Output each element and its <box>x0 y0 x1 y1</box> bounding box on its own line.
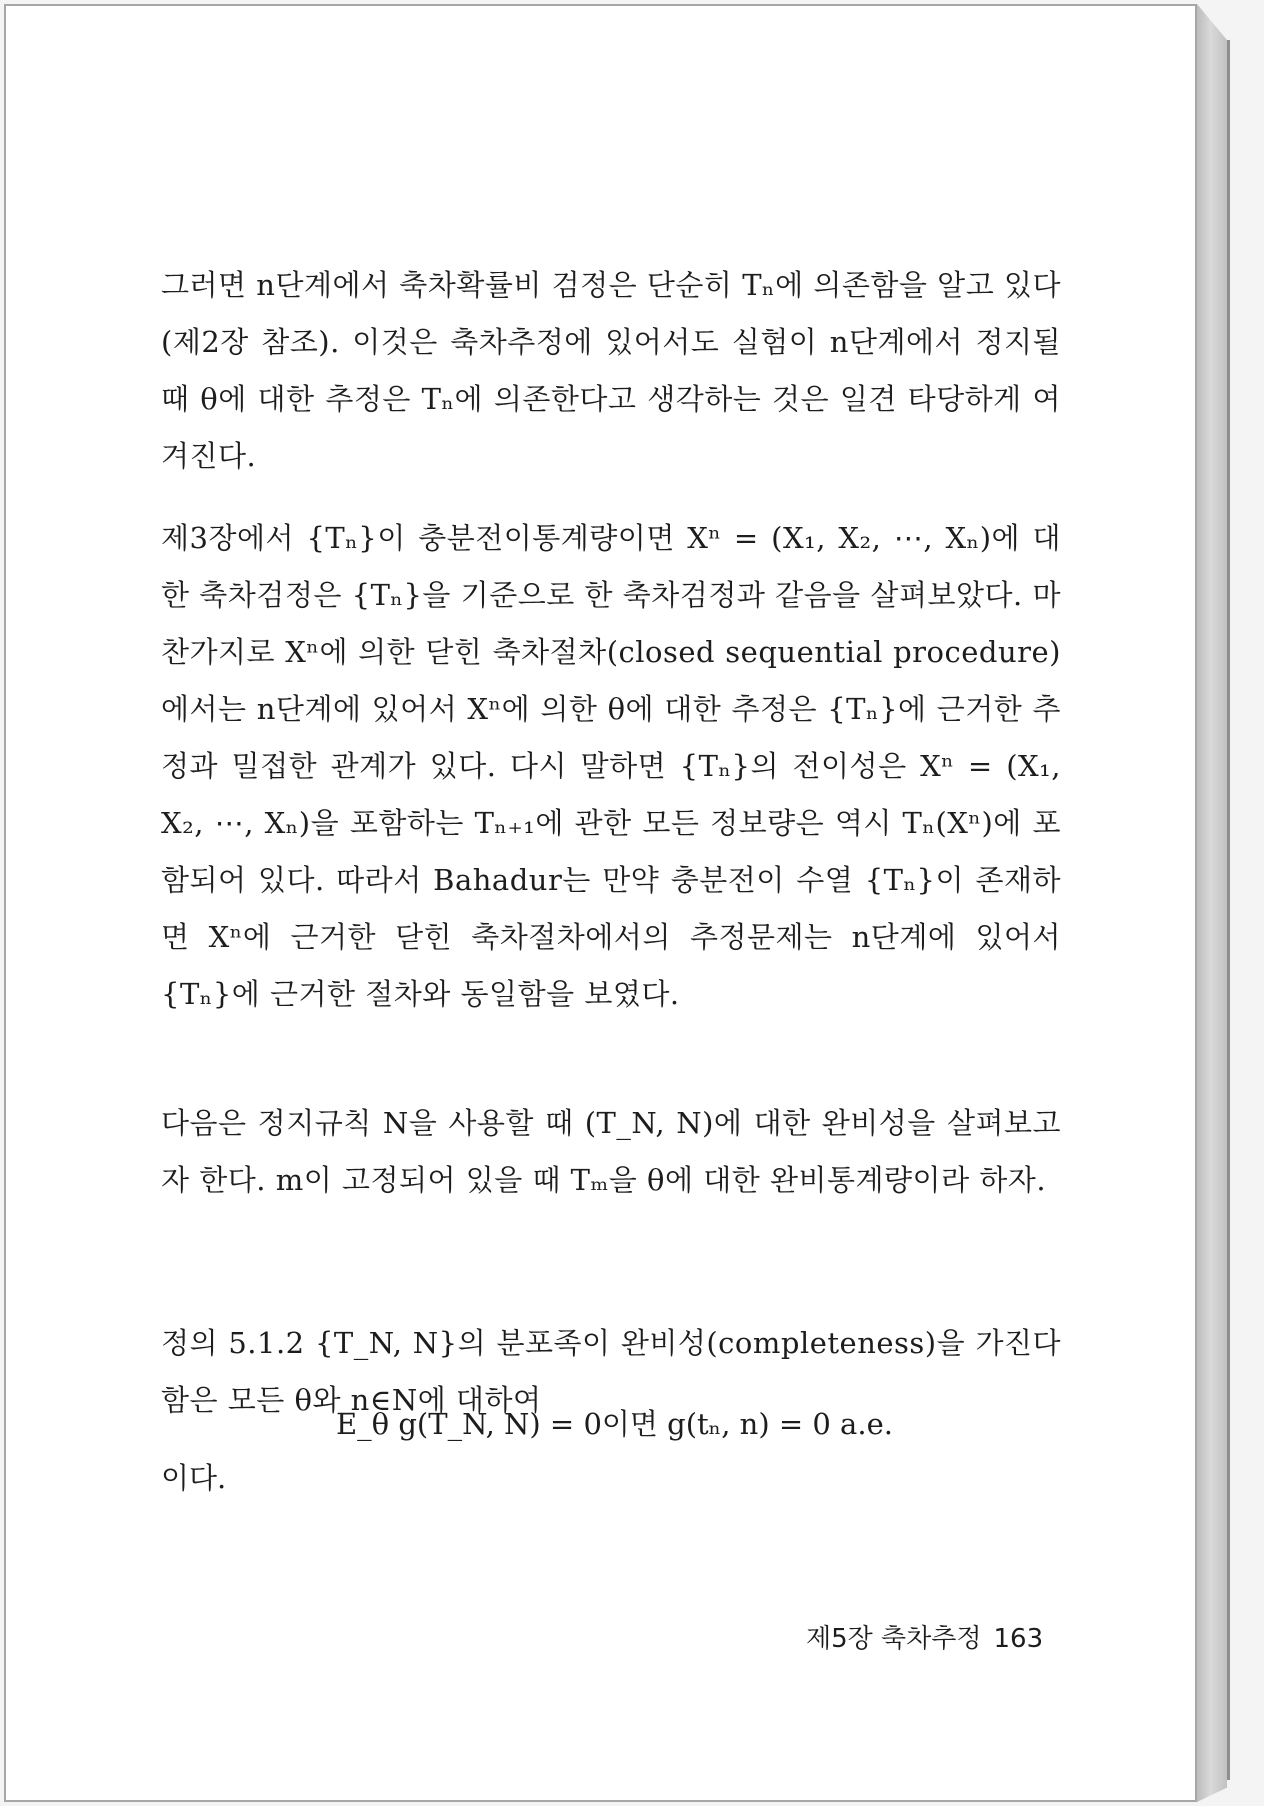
chapter-title: 제5장 축차추정 <box>806 1624 982 1654</box>
definition-statement: 정의 5.1.2 {T_N, N}의 분포족이 완비성(completeness)을 가진다 함은 모든 θ와 n∈N에 대하여 <box>161 1326 1061 1417</box>
paragraph-1: 그러면 n단계에서 축차확률비 검정은 단순히 Tₙ에 의존함을 알고 있다(제2장 참조). 이것은 축차추정에 있어서도 실험이 n단계에서 정지될 때 θ에 대한 추정은 Tₙ에 의존한다고 생각하는 것은 일견 타당하게 여겨진다. <box>161 268 1061 473</box>
book-page <box>4 4 1197 1802</box>
book-spine-edge <box>1227 40 1230 1780</box>
page-footer <box>806 1618 1044 1655</box>
page-number: 163 <box>993 1624 1044 1654</box>
paragraph-2: 제3장에서 {Tₙ}이 충분전이통계량이면 Xⁿ = (X₁, X₂, ⋯, Xₙ)에 대한 축차검정은 {Tₙ}을 기준으로 한 축차검정과 같음을 살펴보았다. 마찬가지로 Xⁿ에 의한 닫힌 축차절차(closed sequential procedure)에서는 n단계에 있어서 Xⁿ에 의한 θ에 대한 추정은 {Tₙ}에 근거한 추정과 밀접한 관계가 있다. 다시 말하면 {Tₙ}의 전이성은 Xⁿ = (X₁, X₂, ⋯, Xₙ)을 포함하는 Tₙ₊₁에 관한 모든 정보량은 역시 Tₙ(Xⁿ)에 포함되어 있다. 따라서 Bahadur는 만약 충분전이 수열 {Tₙ}이 존재하면 Xⁿ에 근거한 닫힌 축차절차에서의 추정문제는 n단계에 있어서 {Tₙ}에 근거한 절차와 동일함을 보였다. <box>161 521 1061 1011</box>
paragraph-3: 다음은 정지규칙 N을 사용할 때 (T_N, N)에 대한 완비성을 살펴보고자 한다. m이 고정되어 있을 때 Tₘ을 θ에 대한 완비통계량이라 하자. <box>161 1106 1061 1197</box>
definition-ending: 이다. <box>161 1461 227 1495</box>
book-spine-shadow <box>1197 4 1227 1802</box>
definition-formula: E_θ g(T_N, N) = 0이면 g(tₙ, n) = 0 a.e. <box>336 1407 893 1441</box>
